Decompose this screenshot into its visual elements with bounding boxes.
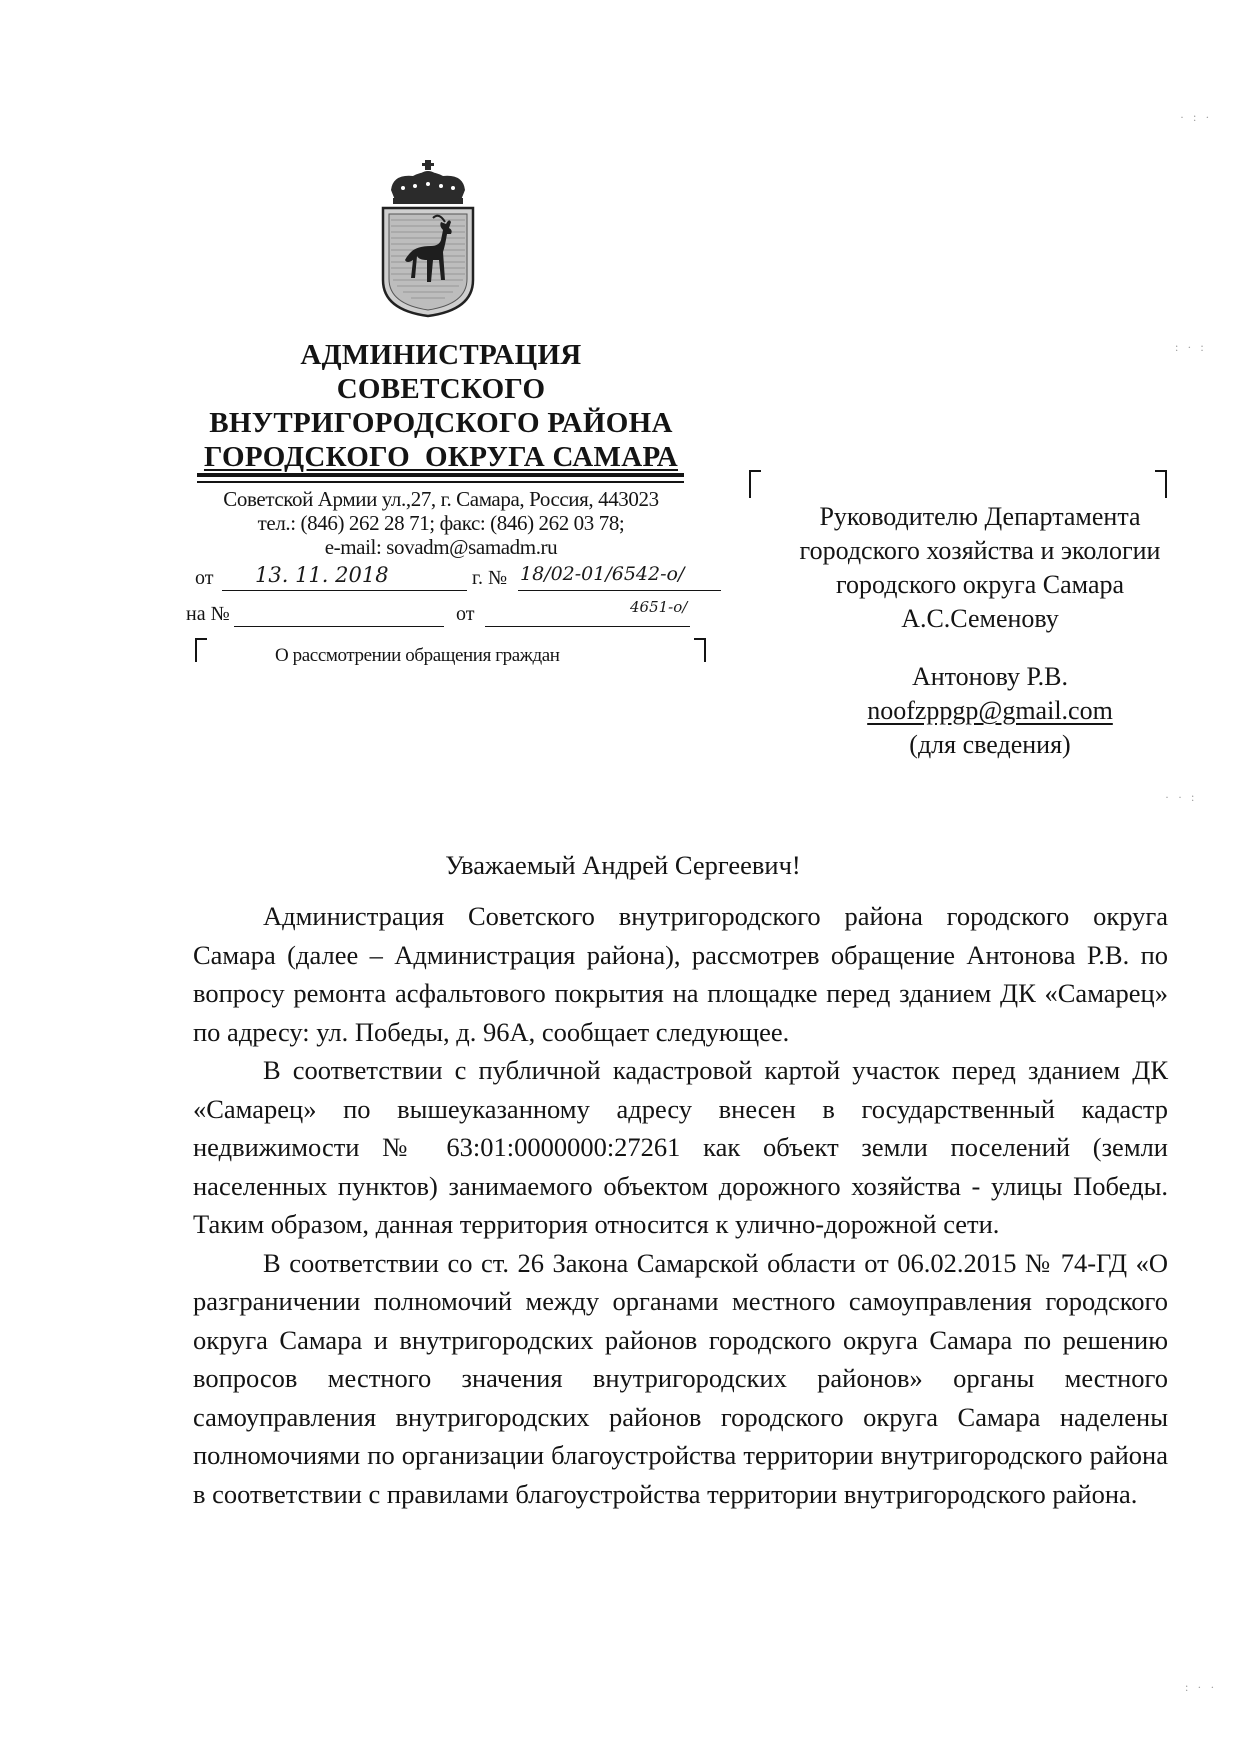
letter-body (193, 897, 1168, 1513)
subject-bracket-left (195, 638, 207, 662)
copy-note: (для сведения) (909, 730, 1071, 759)
org-line-3: ВНУТРИГОРОДСКОГО РАЙОНА (209, 407, 673, 439)
ref-from-label: от (456, 603, 475, 625)
header-rule-thick (197, 473, 684, 477)
header-rule-thin (197, 481, 684, 483)
copy-recipient-block (800, 660, 1180, 762)
scan-noise: : · : (1175, 340, 1207, 354)
scan-noise: : · · (1185, 1680, 1218, 1694)
body-paragraph: В соответствии с публичной кадастровой картой участок перед зданием ДК «Самарец» по вышеуказанному адресу внесен в государственный кадастр недвижимости № 63:01:0000000:27261 как объект земли поселений (земли населенных пунктов) занимаемого объектом дорожного хозяйства - улицы Победы. Таким образом, данная территория относится к улично-дорожной сети. (193, 1055, 1168, 1239)
handwritten-number-2: 4651-о/ (630, 598, 688, 616)
from-label: от (195, 567, 214, 589)
body-paragraph: Администрация Советского внутригородского района городского округа Самара (далее – Администрация района), рассмотрев обращение Антонова Р.В. по вопросу ремонта асфальтового покрытия на площадке перед зданием ДК «Самарец» по адресу: ул. Победы, д. 96А, сообщает следующее. (193, 901, 1168, 1047)
recipient-bracket-right (1155, 470, 1167, 498)
copy-name: Антонову Р.В. (911, 662, 1069, 691)
recipient-bracket-left (749, 470, 761, 498)
recipient-block (740, 500, 1220, 636)
coat-of-arms-emblem (373, 160, 483, 318)
email-line: e-mail: sovadm@samadm.ru (324, 535, 558, 559)
phone-line: тел.: (846) 262 28 71; факс: (846) 262 03 78; (257, 511, 625, 535)
organization-name (165, 338, 717, 474)
subject-bracket-right (694, 638, 706, 662)
address-line: Советской Армии ул.,27, г. Самара, Россия, 443023 (223, 487, 659, 511)
ref-label: на № (186, 603, 230, 625)
org-line-1: АДМИНИСТРАЦИЯ (300, 339, 582, 371)
recipient-line-4: А.С.Семенову (901, 604, 1059, 633)
handwritten-number: 18/02-01/6542-о/ (520, 563, 685, 585)
recipient-line-2: городского хозяйства и экологии (799, 536, 1161, 565)
recipient-line-1: Руководителю Департамента (819, 502, 1141, 531)
letter-greeting: Уважаемый Андрей Сергеевич! (445, 850, 801, 880)
org-line-2: СОВЕТСКОГО (336, 373, 546, 405)
recipient-line-3: городского округа Самара (835, 570, 1125, 599)
ref-date-line (485, 626, 690, 627)
number-label: г. № (472, 567, 508, 589)
date-line (222, 590, 467, 591)
number-line (518, 590, 721, 591)
ref-number-line (234, 626, 444, 627)
scan-noise: · : · (1180, 110, 1213, 124)
body-paragraph: В соответствии со ст. 26 Закона Самарской области от 06.02.2015 № 74-ГД «О разграничении полномочий между органами местного самоуправления городского округа Самара и внутригородских районов городского округа Самара по решению вопросов местного значения внутригородских районов» органы местного самоуправления внутригородских районов городского округа Самара наделены полномочиями по организации благоустройства территории внутригородского района в соответствии с правилами благоустройства территории внутригородского района. (193, 1247, 1168, 1509)
copy-email-link[interactable]: noofzppgp@gmail.com (867, 696, 1113, 725)
subject-line: О рассмотрении обращения граждан (275, 645, 560, 666)
handwritten-date: 13. 11. 2018 (255, 563, 389, 587)
org-line-4: ГОРОДСКОГО ОКРУГА САМАРА (203, 441, 679, 473)
organization-address (165, 487, 717, 559)
scan-noise: · · : (1165, 790, 1198, 804)
